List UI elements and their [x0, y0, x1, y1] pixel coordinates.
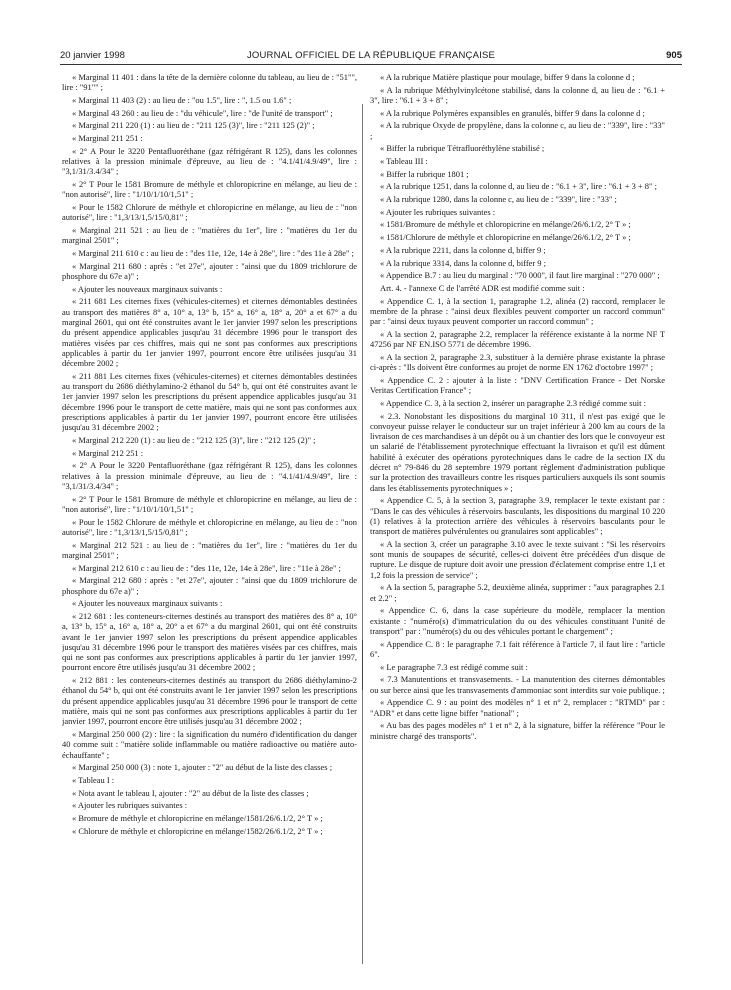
paragraph: « 2.3. Nonobstant les dispositions du marginal 10 311, il n'est pas exigé que le convoyeur puisse relayer le conducteur sur un trajet inférieur à 200 km au cours de la livraison de ces marchandises à un dépôt ou à un chantier des lors que le convoyeur est un salarié de l'établissement pyrotechnique effectuant la livraison et qu'il est dûment habilité à exécuter des opérations pyrotechniques dans le cadre de la section IX du décret n° 79-846 du 28 septembre 1979 portant règlement d'administration publique sur la protection des travailleurs contre les risques particuliers auxquels ils sont soumis dans les établissements pyrotechniques » ; — [370, 410, 665, 493]
header-date: 20 janvier 1998 — [60, 50, 125, 61]
paragraph: « A la rubrique 1251, dans la colonne d, au lieu de : "6.1 + 3", lire : "6.1 + 3 + 8" ; — [380, 181, 657, 192]
column-divider — [362, 104, 363, 964]
paragraph: « Appendice C. 9 : au point des modèles n° 1 et n° 2, remplacer : "RTMD" par : "ADR" et dans cette ligne biffer "national" ; — [370, 697, 665, 718]
column-divider-accent — [362, 640, 363, 690]
paragraph: « Marginal 11 403 (2) : au lieu de : "ou 1.5", lire : ", 1.5 ou 1.6" ; — [72, 94, 292, 105]
paragraph: « 2° A Pour le 3220 Pentafluoréthane (gaz réfrigérant R 125), dans les colonnes relatives à la pression minimale d'épreuve, au lieu de : "4.1/41/4.9/49", lire : "3,1/31/3.4/34" ; — [62, 145, 357, 177]
paragraph: « A la section 3, créer un paragraphe 3.10 avec le texte suivant : "Si les réservoirs sont munis de soupapes de sécurité, celles-ci doivent être précédées d'un disque de rupture. Le disque de rupture doit avoir une pression d'éclatement comprise entre 1,1 et 1,2 fois la pression de service" ; — [370, 538, 665, 580]
paragraph: « A la rubrique 2211, dans la colonne d, biffer 9 ; — [380, 244, 546, 255]
paragraph: « A la section 2, paragraphe 2.3, substituer à la dernière phrase existante la phrase ci-après : "Ils doivent être conformes au projet de norme EN 1762 d'octobre 1997" ; — [370, 351, 665, 373]
paragraph: « Marginal 212 521 : au lieu de : "matières du 1er", lire : "matières du 1er du marginal 2501" ; — [62, 539, 357, 560]
paragraph: « Nota avant le tableau I, ajouter : "2" au début de la liste des classes ; — [72, 787, 309, 798]
journal-title: JOURNAL OFFICIEL DE LA RÉPUBLIQUE FRANÇAISE — [246, 50, 496, 61]
paragraph: « Appendice C. 8 : le paragraphe 7.1 fait référence à l'article 7, il faut lire : "article 6". — [370, 638, 665, 659]
paragraph: « A la section 5, paragraphe 5.2, deuxième alinéa, supprimer : "aux paragraphes 2.1 et 2.2" ; — [370, 582, 665, 603]
paragraph: « Marginal 250 000 (3) : note 1, ajouter : "2" au début de la liste des classes ; — [72, 762, 333, 773]
paragraph: Art. 4. - l'annexe C de l'arrêté ADR est modifié comme suit : — [380, 282, 585, 293]
paragraph: « Ajouter les nouveaux marginaux suivants : — [72, 598, 223, 609]
paragraph: « Marginal 211 220 (1) : au lieu de : "211 125 (3)", lire : "211 125 (2)" ; — [72, 120, 315, 131]
paragraph: « Ajouter les nouveaux marginaux suivants : — [72, 283, 223, 294]
paragraph: « Marginal 211 521 : au lieu de : "matières du 1er", lire : "matières du 1er du marginal 2501" ; — [62, 224, 357, 246]
paragraph: « Marginal 211 610 c : au lieu de : "des 11e, 12e, 14e à 28e", lire : "des 11e à 28e" ; — [72, 247, 354, 258]
paragraph: « Appendice B.7 : au lieu du marginal : "70 000", il faut lire marginal : "270 000" ; — [380, 270, 660, 281]
paragraph: « Marginal 11 401 : dans la tête de la dernière colonne du tableau, au lieu de : "51"", lire : "91"" ; — [62, 72, 357, 93]
left-text-column — [62, 72, 357, 972]
paragraph: « Appendice C. 5, à la section 3, paragraphe 3.9, remplacer le texte existant par : "Dans le cas des véhicules à réservoirs basculants, les dispositions du marginal 10 220 (1) relatives à la protection arrière des véhicules à réservoirs basculants pour le transport de matières pulvérulentes ou granulaires sont applicables" ; — [370, 495, 665, 537]
paragraph: « Marginal 212 251 : — [72, 447, 144, 458]
paragraph: « 7.3 Manutentions et transvasements. - La manutention des citernes démontables ou sur berce ainsi que les transvasements d'ammoniac sont interdits sur voie publique. ; — [370, 674, 665, 695]
paragraph: « Appendice C. 6, dans la case supérieure du modèle, remplacer la mention existante : "numéro(s) d'immatriculation du ou des véhicules constituant l'unité de transport" par : "numéro(s) du ou des véhicules portant le chargement" ; — [370, 605, 665, 637]
paragraph: « A la rubrique Méthylvinylcétone stabilisé, dans la colonne d, au lieu de : "6.1 + 3", lire : "6.1 + 3 + 8" ; — [370, 84, 665, 105]
right-text-column — [370, 72, 665, 972]
paragraph: « Appendice C. 3, à la section 2, insérer un paragraphe 2.3 rédigé comme suit : — [380, 397, 646, 408]
paragraph: « Marginal 212 220 (1) : au lieu de : "212 125 (3)", lire : "212 125 (2)" ; — [72, 434, 316, 445]
paragraph: « Tableau I : — [72, 774, 115, 785]
paragraph: « Marginal 212 680 : après : "et 27e", ajouter : "ainsi que du 1809 trichlorure de phosphore du 67e a)" ; — [62, 575, 357, 596]
paragraph: « A la rubrique 1280, dans la colonne c, au lieu de : "339", lire : "33" ; — [380, 194, 617, 205]
paragraph: « 2° T Pour le 1581 Bromure de méthyle et chloropicrine en mélange, au lieu de : "non autorisé", lire : "1/10/1/10/1,51" ; — [62, 493, 357, 514]
paragraph: « 211 881 Les citernes fixes (véhicules-citernes) et citernes démontables destinées au transport du 2686 diéthylamino-2 éthanol du 54° b, qui ont été construites avant le 1er janvier 1997 selon les prescriptions du présent appendice applicables jusqu'au 31 décembre 1996 pour le transport de cette matière, mais qui ne sont pas conformes aux prescriptions applicables à partir du 1er janvier 1997, pourront encore être utilisées jusqu'au 31 décembre 2002 ; — [62, 370, 357, 433]
paragraph: « Marginal 212 610 c : au lieu de : "des 11e, 12e, 14e à 28e", lire : "11e à 28e" ; — [72, 562, 341, 573]
paragraph: « A la rubrique Polymères expansibles en granulés, biffer 9 dans la colonne d ; — [380, 107, 645, 118]
paragraph: « Ajouter les rubriques suivantes : — [380, 206, 496, 217]
paragraph: « Marginal 211 680 : après : "et 27e", ajouter : "ainsi que du 1809 trichlorure de phosphore du 67e a)" ; — [62, 260, 357, 281]
paragraph: « Ajouter les rubriques suivantes : — [72, 800, 188, 811]
paragraph: « Au bas des pages modèles n° 1 et n° 2, à la signature, biffer la référence "Pour le ministre chargé des transports". — [370, 720, 665, 741]
paragraph: « Appendice C. 2 : ajouter à la liste : "DNV Certification France - Det Norske Veritas Certification France" ; — [370, 374, 665, 396]
paragraph: « Biffer la rubrique Tétrafluoréthylène stabilisé ; — [380, 143, 545, 154]
paragraph: « A la rubrique Oxyde de propylène, dans la colonne c, au lieu de : "339", lire : "33" ; — [370, 120, 665, 141]
paragraph: « Biffer la rubrique 1801 ; — [380, 168, 469, 179]
paragraph: « Le paragraphe 7.3 est rédigé comme suit : — [380, 661, 528, 672]
paragraph: « A la rubrique Matière plastique pour moulage, biffer 9 dans la colonne d ; — [380, 72, 635, 82]
paragraph: « Bromure de méthyle et chloropicrine en mélange/1581/26/6.1/2, 2° T » ; — [72, 813, 323, 824]
paragraph: « Tableau III : — [380, 156, 428, 167]
paragraph: « Pour le 1582 Chlorure de méthyle et chloropicrine en mélange, au lieu de : "non autorisé", lire : "1,3/13/1,5/15/0,81" ; — [62, 516, 357, 537]
paragraph: « 1581/Chlorure de méthyle et chloropicrine en mélange/26/6.1/2, 2° T » ; — [380, 232, 631, 243]
paragraph: « 212 881 : les conteneurs-citernes destinés au transport du 2686 diéthylamino-2 éthanol du 54° b, qui ont été construits avant le 1er janvier 1997 selon les prescriptions du présent appendice applicables jusqu'au 31 décembre 1996 pour le transport de cette matière, mais qui ne sont pas conformes aux prescriptions applicables à partir du 1er janvier 1997, pourront encore être utilisés jusqu'au 31 décembre 2002 ; — [62, 675, 357, 727]
page-header — [60, 50, 682, 65]
paragraph: « Pour le 1582 Chlorure de méthyle et chloropicrine en mélange, au lieu de : "non autorisé", lire : "1,3/13/1,5/15/0,81" ; — [62, 202, 357, 223]
page-number: 905 — [666, 50, 682, 61]
paragraph: « Marginal 43 260 : au lieu de : "du véhicule", lire : "de l'unité de transport" ; — [72, 107, 333, 118]
paragraph: « 212 681 : les conteneurs-citernes destinés au transport des matières des 8° a, 10° a, 13° b, 15° a, 16° a, 18° a, 20° a et 67° a du marginal 2601, qui ont été construits avant le 1er janvier 1997 selon les prescriptions du présent appendice applicables jusqu'au 31 décembre 1996 pour le transport des matières visées par ces chiffres, mais qui ne sont pas conformes aux prescriptions applicables à partir du 1er janvier 1997, pourront encore être utilisés jusqu'au 31 décembre 2002 ; — [62, 610, 357, 673]
paragraph: « 211 681 Les citernes fixes (véhicules-citernes) et citernes démontables destinées au transport des matières 8° a, 10° a, 13° b, 15° a, 16° a, 18° a, 20° a et 67° a du marginal 2601, qui ont été construites avant le 1er janvier 1997 selon les prescriptions du présent appendice applicables jusqu'au 31 décembre 1996 pour le transport des matières visées par ces chiffres, mais qui ne sont pas conformes aux prescriptions applicables à partir du 1er janvier 1997, pourront encore être utilisées jusqu'au 31 décembre 2002 ; — [62, 296, 357, 369]
paragraph: « Marginal 211 251 : — [72, 133, 143, 144]
paragraph: « Chlorure de méthyle et chloropicrine en mélange/1582/26/6.1/2, 2° T » ; — [72, 825, 323, 836]
paragraph: « Appendice C. 1, à la section 1, paragraphe 1.2, alinéa (2) raccord, remplacer le membre de la phrase : "ainsi deux flexibles peuvent comporter un raccord commun" par : "ainsi deux tuyaux peuvent comporter un raccord commun" ; — [370, 295, 665, 327]
paragraph: « A la rubrique 3314, dans la colonne d, biffer 9 ; — [380, 257, 546, 268]
paragraph: « Marginal 250 000 (2) : lire : la signification du numéro d'identification du danger 40 comme suit : "matière solide inflammable ou matière radioactive ou matière auto-échauffante" ; — [62, 728, 357, 760]
paragraph: « 1581/Bromure de méthyle et chloropicrine en mélange/26/6.1/2, 2° T » ; — [380, 219, 631, 230]
paragraph: « A la section 2, paragraphe 2.2, remplacer la référence existante à la norme NF T 47256 par NF EN.ISO 5771 de décembre 1996. — [370, 328, 665, 350]
paragraph: « 2° T Pour le 1581 Bromure de méthyle et chloropicrine en mélange, au lieu de : "non autorisé", lire : "1/10/1/10/1,51" ; — [62, 179, 357, 200]
paragraph: « 2° A Pour le 3220 Pentafluoréthane (gaz réfrigérant R 125), dans les colonnes relatives à la pression minimale d'épreuve, au lieu de : "4.1/41/4.9/49", lire : "3,1/31/3.4/34" ; — [62, 460, 357, 491]
